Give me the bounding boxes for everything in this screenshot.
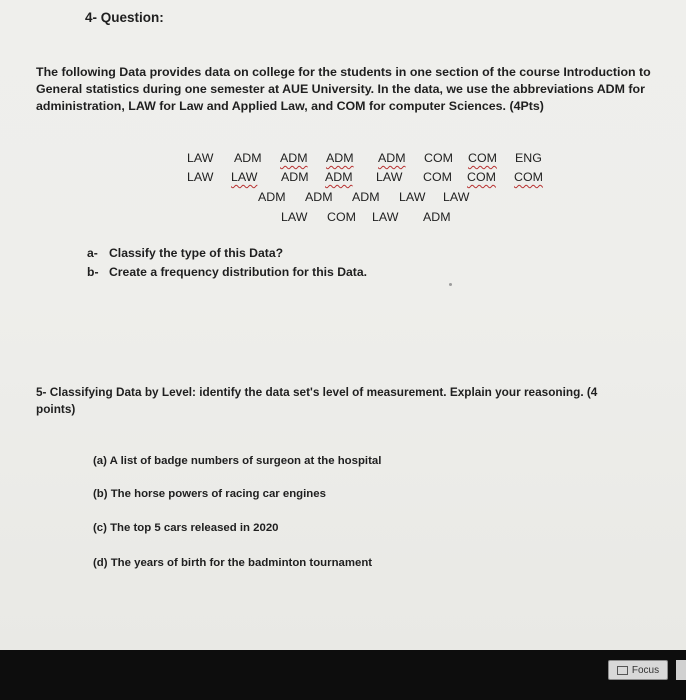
data-row-2 — [187, 170, 543, 184]
data-cell: COM — [327, 210, 356, 224]
data-cell: ADM — [281, 170, 309, 184]
data-cell: COM — [467, 170, 496, 184]
question-4-heading: 4- Question: — [85, 10, 164, 25]
data-cell: COM — [423, 170, 452, 184]
question-5-item-c: (c) The top 5 cars released in 2020 — [93, 522, 279, 534]
data-cell: ADM — [258, 190, 286, 204]
data-cell: ADM — [352, 190, 380, 204]
data-cell: LAW — [187, 151, 214, 165]
points-label: (4Pts) — [509, 99, 544, 113]
data-cell: ENG — [515, 151, 542, 165]
question-4-intro — [36, 64, 656, 115]
sub-b-text: Create a frequency distribution for this Data. — [109, 265, 368, 279]
data-cell: LAW — [376, 170, 403, 184]
data-cell: LAW — [399, 190, 426, 204]
data-cell: ADM — [305, 190, 333, 204]
taskbar — [0, 650, 686, 700]
data-cell: ADM — [378, 151, 406, 165]
data-cell: LAW — [372, 210, 399, 224]
data-row-4 — [281, 210, 451, 224]
question-5-item-d: (d) The years of birth for the badminton tournament — [93, 557, 373, 569]
scrollbar-edge[interactable] — [676, 660, 686, 680]
data-row-1 — [187, 151, 542, 165]
data-cell: LAW — [187, 170, 214, 184]
data-cell: LAW — [443, 190, 470, 204]
question-5-heading: 5- Classifying Data by Level: identify the data set's level of measurement. Explain your reasoning. (4 points) — [36, 385, 598, 416]
sub-question-a — [87, 246, 283, 260]
data-cell: ADM — [423, 210, 451, 224]
data-cell: COM — [514, 170, 543, 184]
data-cell: LAW — [281, 210, 308, 224]
focus-label: Focus — [631, 664, 660, 676]
intro-text: The following Data provides data on college for the students in one section of the course Introduction to General statistics during one semester at AUE University. In the data, we use the abbreviations ADM for administration, LAW for Law and Applied Law, and COM for computer Sciences. — [36, 65, 651, 113]
question-5-item-b: (b) The horse powers of racing car engines — [93, 488, 326, 500]
sub-a-label: a- — [87, 246, 98, 260]
data-cell: ADM — [325, 170, 353, 184]
data-cell: COM — [424, 151, 453, 165]
data-cell: ADM — [234, 151, 262, 165]
focus-icon — [617, 666, 628, 675]
stray-dot — [449, 283, 452, 286]
focus-button[interactable] — [608, 660, 668, 680]
sub-question-b — [87, 265, 367, 279]
question-5-item-a: (a) A list of badge numbers of surgeon at the hospital — [93, 455, 382, 467]
sub-a-text: Classify the type of this Data? — [109, 246, 284, 260]
data-cell: ADM — [326, 151, 354, 165]
data-row-3 — [258, 190, 469, 204]
data-cell: ADM — [280, 151, 308, 165]
data-cell: COM — [468, 151, 497, 165]
data-cell: LAW — [231, 170, 258, 184]
sub-b-label: b- — [87, 265, 99, 279]
